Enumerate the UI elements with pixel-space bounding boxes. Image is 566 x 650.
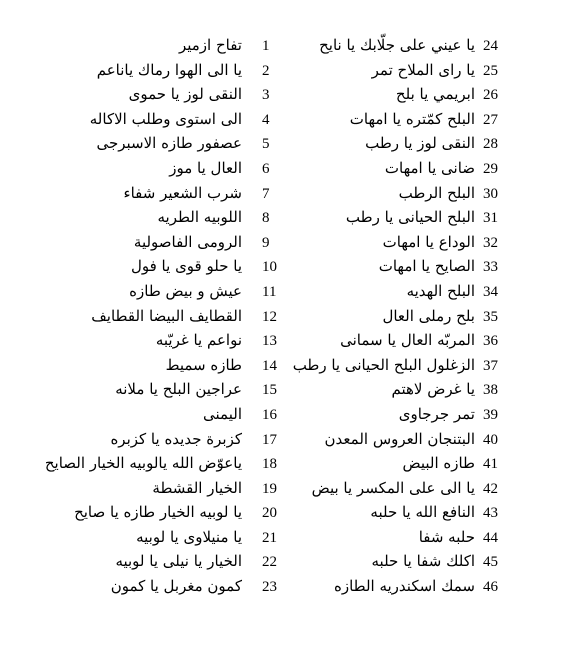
list-item <box>70 354 280 379</box>
item-number: 24 <box>483 38 498 54</box>
item-number: 15 <box>262 382 277 399</box>
item-number: 29 <box>483 160 498 177</box>
item-text: كمون مغربل يا كمون <box>110 577 242 596</box>
item-text: اكلك شفا يا حلبه <box>371 552 475 571</box>
item-number: 22 <box>262 554 277 571</box>
item-number: 21 <box>262 529 277 546</box>
list-item <box>70 280 280 305</box>
list-item <box>297 132 527 157</box>
item-number: 28 <box>483 136 498 153</box>
list-item <box>70 575 280 600</box>
item-number: 44 <box>483 529 498 546</box>
item-text: ضانى يا امهات <box>384 158 475 177</box>
item-text: المربّه العال يا سمانى <box>340 331 475 350</box>
item-number: 31 <box>483 210 498 227</box>
right-column-list <box>292 34 527 600</box>
item-text: النقى لوز يا حموى <box>128 85 242 104</box>
item-text: البلح الرطب <box>398 183 475 202</box>
item-text: عيش و بيض طازه <box>129 281 242 300</box>
list-item <box>70 477 280 502</box>
item-text: البتنجان العروس المعدن <box>324 429 475 448</box>
item-text: النافع الله يا حلبه <box>370 503 475 522</box>
item-number: 25 <box>483 62 498 79</box>
list-item <box>70 329 280 354</box>
item-text: ياعوّض الله يالوبيه الخيار الصايح <box>44 454 242 473</box>
item-number: 40 <box>483 431 498 448</box>
list-item <box>297 550 527 575</box>
item-text: تمر جرجاوى <box>398 404 475 423</box>
list-item <box>297 280 527 305</box>
item-number: 30 <box>483 185 498 202</box>
item-number: 8 <box>262 210 270 227</box>
left-column-list <box>44 34 280 600</box>
item-number: 39 <box>483 406 498 423</box>
list-item <box>70 550 280 575</box>
list-item <box>70 206 280 231</box>
item-text: الرومى الفاصولية <box>133 232 242 251</box>
item-text: يا الى الهوا رماك ياناعم <box>96 60 242 79</box>
item-number: 26 <box>483 87 498 104</box>
item-text: الخيار يا نيلى يا لوبيه <box>115 552 242 571</box>
item-number: 35 <box>483 308 498 325</box>
list-item <box>70 526 280 551</box>
list-item <box>297 428 527 453</box>
item-number: 13 <box>262 333 277 350</box>
item-number: 34 <box>483 283 498 300</box>
item-text: نواعم يا غريّبه <box>155 331 242 350</box>
item-text: تفاح ازمير <box>178 36 242 54</box>
item-text: يا لوبيه الخيار طازه يا صايح <box>74 503 242 522</box>
item-number: 46 <box>483 579 498 596</box>
list-item <box>70 108 280 133</box>
item-number: 2 <box>262 62 270 79</box>
item-text: عصفور طازه الاسبرجى <box>96 134 242 153</box>
item-number: 5 <box>262 136 270 153</box>
item-text: يا منيلاوى يا لوبيه <box>136 527 242 546</box>
item-number: 43 <box>483 505 498 522</box>
item-number: 45 <box>483 554 498 571</box>
list-item <box>297 403 527 428</box>
item-text: شرب الشعير شفاء <box>123 183 242 202</box>
list-item <box>297 305 527 330</box>
item-text: طازه سميط <box>165 355 242 374</box>
list-item <box>297 83 527 108</box>
list-item <box>297 59 527 84</box>
item-number: 9 <box>262 234 270 251</box>
list-item <box>70 403 280 428</box>
list-item <box>70 182 280 207</box>
item-number: 7 <box>262 185 270 202</box>
list-item <box>297 378 527 403</box>
item-number: 23 <box>262 579 277 596</box>
item-text: القطايف البيضا القطايف <box>91 306 242 325</box>
item-number: 38 <box>483 382 498 399</box>
item-number: 20 <box>262 505 277 522</box>
item-number: 42 <box>483 480 498 497</box>
item-text: الصايح يا امهات <box>378 257 475 276</box>
item-number: 4 <box>262 111 270 128</box>
list-item <box>297 157 527 182</box>
item-text: اليمنى <box>203 404 242 423</box>
item-number: 11 <box>262 283 277 300</box>
list-item <box>70 428 280 453</box>
list-item <box>297 501 527 526</box>
list-item <box>70 378 280 403</box>
item-text: العال يا موز <box>169 158 242 177</box>
item-number: 16 <box>262 406 277 423</box>
item-text: بلح رملى العال <box>382 306 475 325</box>
item-text: يا غرض لاهتم <box>391 380 475 399</box>
item-number: 27 <box>483 111 498 128</box>
item-number: 36 <box>483 333 498 350</box>
list-item <box>297 329 527 354</box>
item-text: البلح الهديه <box>406 281 475 300</box>
list-item <box>70 34 280 59</box>
list-item <box>297 255 527 280</box>
list-item <box>70 157 280 182</box>
item-text: اللوبيه الطريه <box>157 208 242 227</box>
item-number: 19 <box>262 480 277 497</box>
item-number: 41 <box>483 456 498 473</box>
item-text: البلح كمّتره يا امهات <box>349 109 475 128</box>
list-item <box>70 231 280 256</box>
item-text: يا الى على المكسر يا بيض <box>311 478 475 497</box>
list-item <box>297 108 527 133</box>
item-text: حلبه شفا <box>418 527 475 546</box>
item-number: 6 <box>262 160 270 177</box>
item-text: طازه البيض <box>402 454 475 473</box>
item-number: 10 <box>262 259 277 276</box>
list-item <box>70 255 280 280</box>
item-number: 32 <box>483 234 498 251</box>
list-item <box>297 206 527 231</box>
list-item <box>297 34 527 59</box>
item-text: الزغلول البلح الحيانى يا رطب <box>292 355 475 374</box>
list-item <box>297 231 527 256</box>
item-number: 1 <box>262 38 270 54</box>
item-text: عراجين البلح يا ملانه <box>115 380 242 399</box>
item-text: الوداع يا امهات <box>382 232 475 251</box>
item-text: يا عيني على جلّابك يا نايح <box>319 36 475 54</box>
item-number: 3 <box>262 87 270 104</box>
list-item <box>297 526 527 551</box>
list-item <box>297 182 527 207</box>
item-text: الى استوى وطلب الاكاله <box>89 109 242 128</box>
item-text: البلح الحيانى يا رطب <box>345 208 475 227</box>
item-number: 33 <box>483 259 498 276</box>
item-text: يا حلو قوى يا فول <box>130 257 242 276</box>
item-text: ابريمي يا بلح <box>395 85 475 104</box>
list-item <box>292 354 527 379</box>
item-number: 12 <box>262 308 277 325</box>
item-text: كزبرة جديده يا كزبره <box>110 429 242 448</box>
item-text: يا راى الملاح تمر <box>371 60 475 79</box>
list-item <box>297 575 527 600</box>
list-item <box>70 59 280 84</box>
item-number: 37 <box>483 357 498 374</box>
item-number: 14 <box>262 357 277 374</box>
item-number: 18 <box>262 456 277 473</box>
item-text: سمك اسكندريه الطازه <box>333 577 475 596</box>
item-number: 17 <box>262 431 277 448</box>
item-text: النقى لوز يا رطب <box>365 134 475 153</box>
list-item <box>70 83 280 108</box>
list-item <box>70 132 280 157</box>
item-text: الخيار القشطة <box>152 478 242 497</box>
list-item <box>70 305 280 330</box>
list-item <box>297 477 527 502</box>
list-item <box>44 452 280 477</box>
list-item <box>70 501 280 526</box>
list-item <box>297 452 527 477</box>
